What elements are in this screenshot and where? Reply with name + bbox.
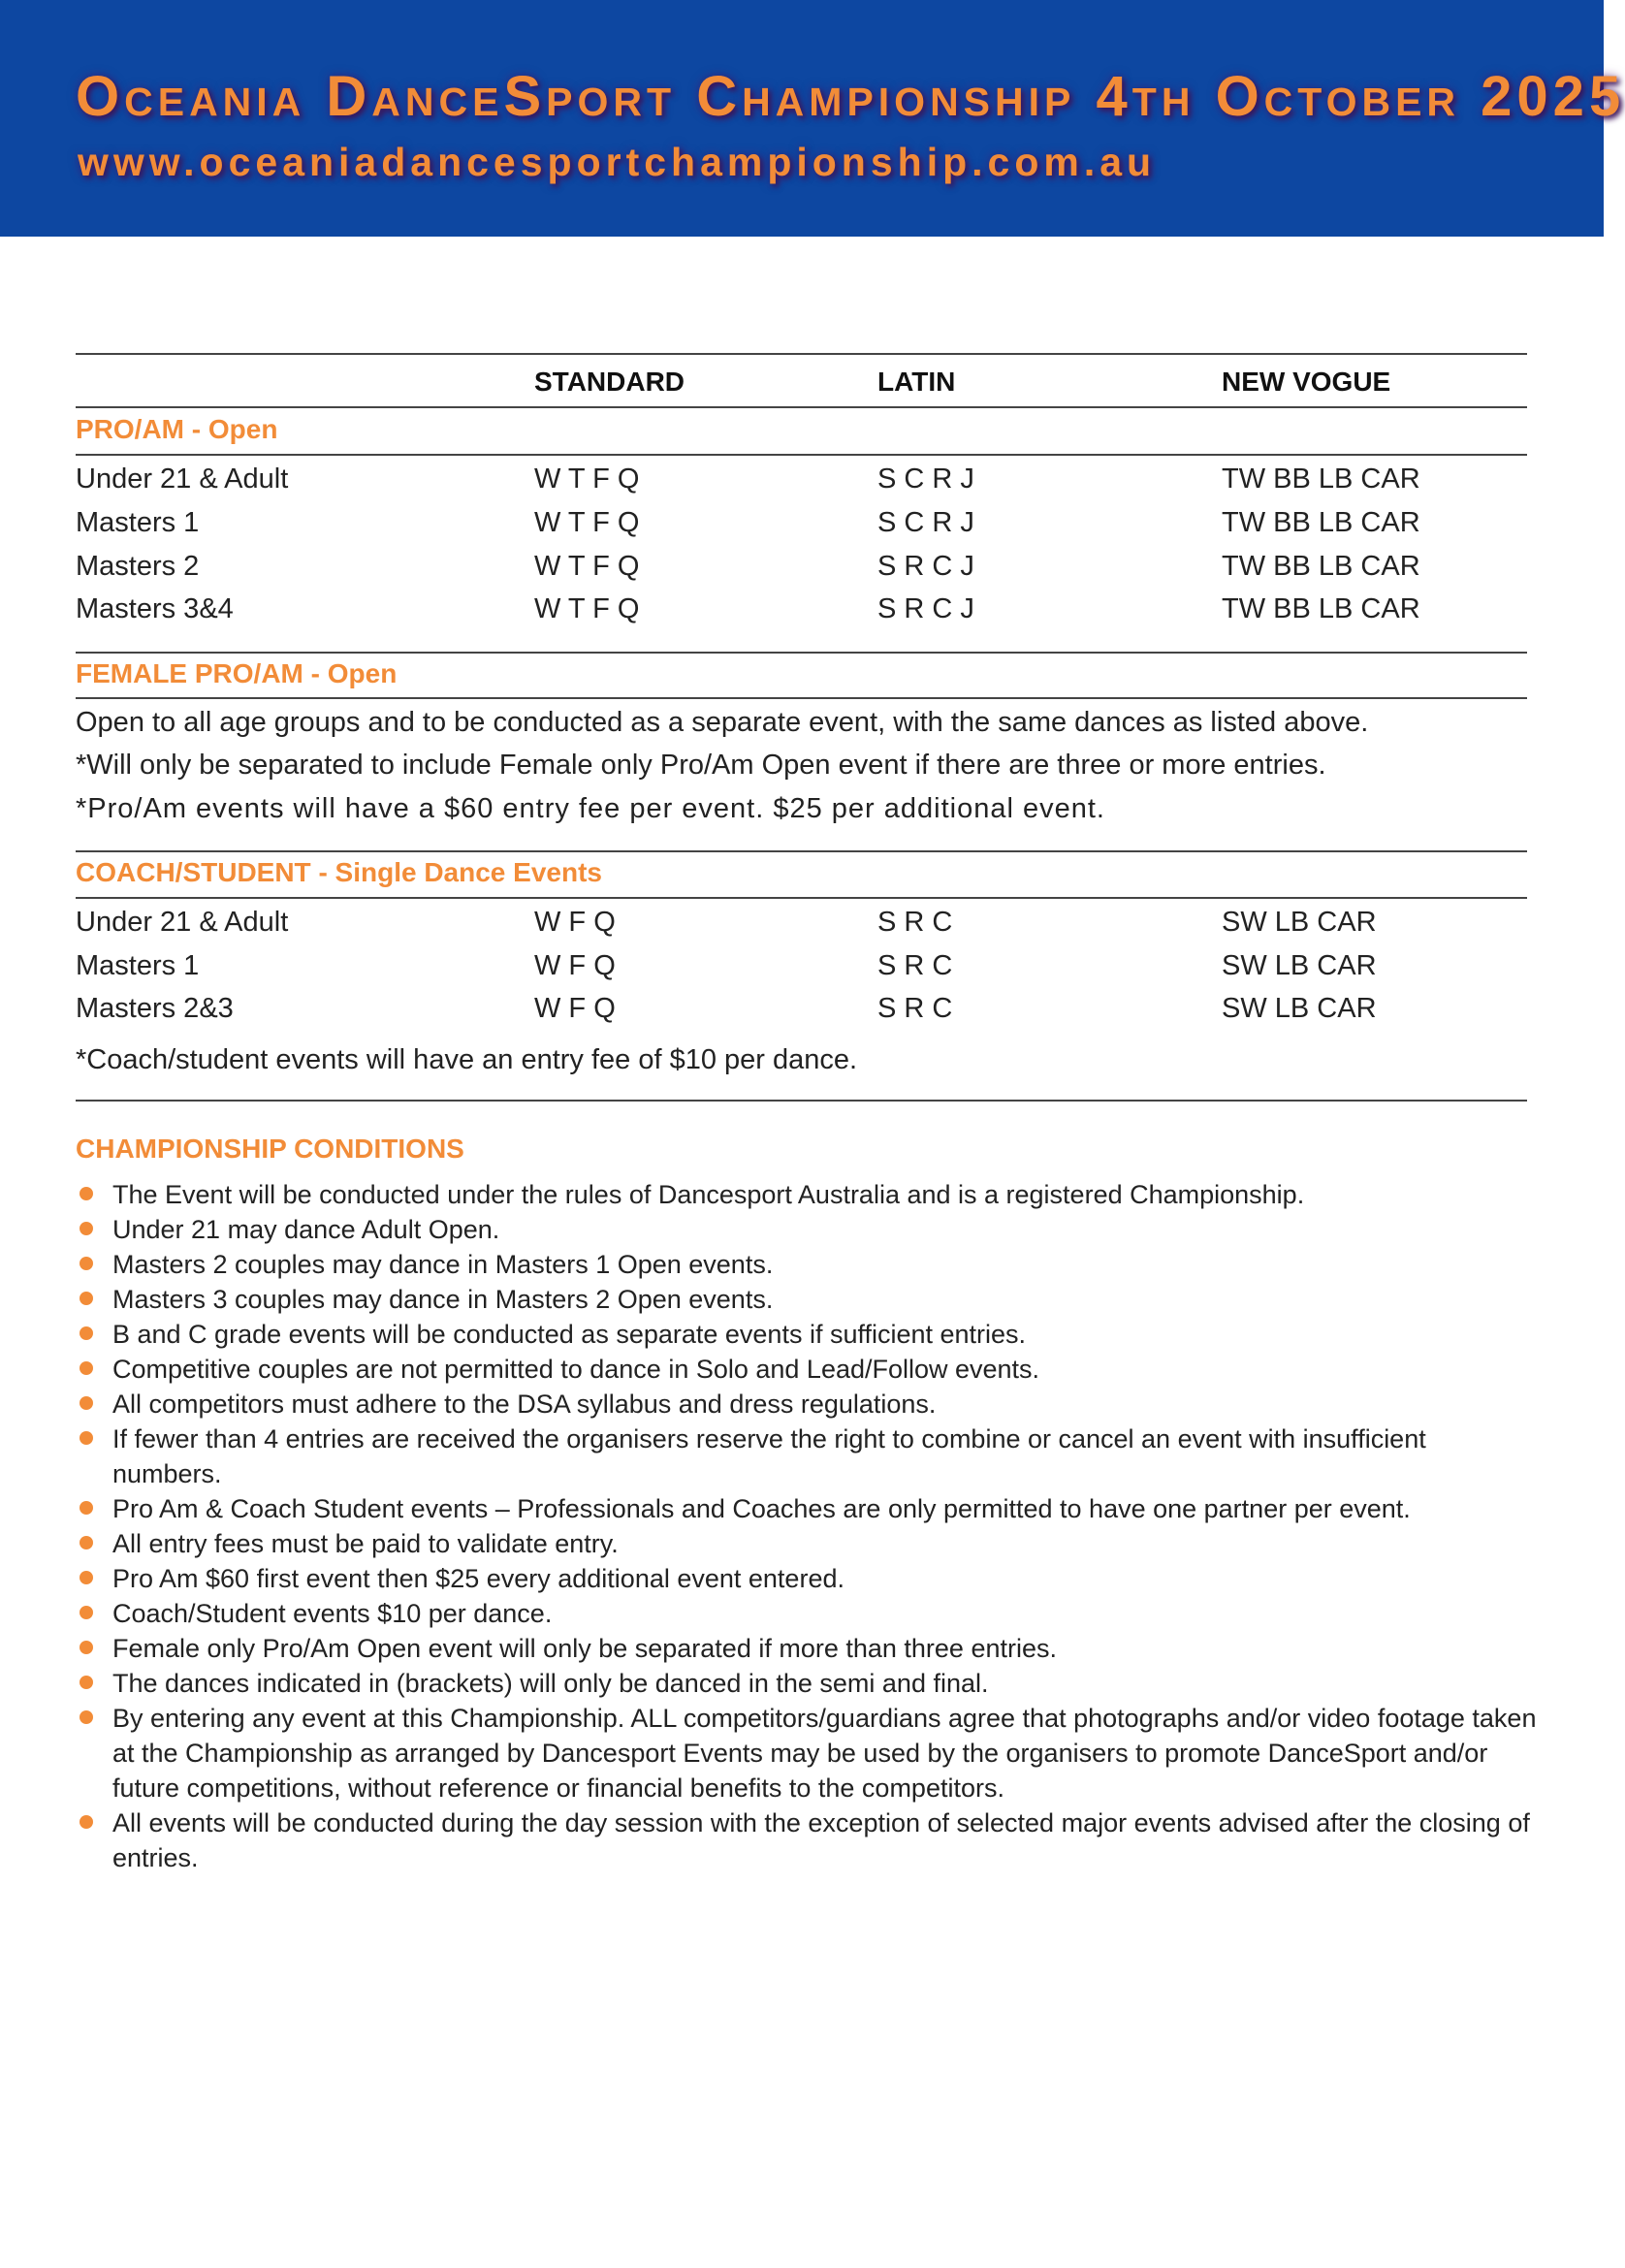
website-url: www.oceaniadancesportchampionship.com.au <box>78 140 1157 184</box>
divider <box>76 353 1527 355</box>
coach-student-fee-note: *Coach/student events will have an entry fee of $10 per dance. <box>76 1044 858 1075</box>
condition-text: The dances indicated in (brackets) will only be danced in the semi and final. <box>112 1669 989 1698</box>
list-item <box>76 1596 1540 1631</box>
row-new-vogue: TW BB LB CAR <box>1222 463 1420 495</box>
list-item <box>76 1212 1540 1247</box>
title-word: October <box>1215 65 1461 128</box>
row-latin: S C R J <box>877 463 974 495</box>
list-item <box>76 1282 1540 1317</box>
bullet-icon <box>80 1710 93 1724</box>
title-year: 2025 <box>1481 65 1625 128</box>
title-word: 4th <box>1096 65 1195 128</box>
conditions-list <box>76 1177 1540 1875</box>
condition-text: All entry fees must be paid to validate entry. <box>112 1529 619 1558</box>
bullet-icon <box>80 1396 93 1410</box>
condition-text: All competitors must adhere to the DSA syllabus and dress regulations. <box>112 1390 937 1419</box>
list-item <box>76 1352 1540 1387</box>
condition-text: Female only Pro/Am Open event will only be separated if more than three entries. <box>112 1634 1057 1663</box>
bullet-icon <box>80 1641 93 1654</box>
bullet-icon <box>80 1292 93 1305</box>
row-latin: S R C <box>877 950 953 981</box>
divider <box>76 897 1527 899</box>
list-item <box>76 1421 1540 1491</box>
row-latin: S R C <box>877 907 953 938</box>
bullet-icon <box>80 1187 93 1200</box>
row-standard: W F Q <box>534 993 616 1024</box>
divider <box>76 850 1527 852</box>
condition-text: The Event will be conducted under the rules of Dancesport Australia and is a registered Championship. <box>112 1180 1305 1209</box>
list-item <box>76 1561 1540 1596</box>
list-item <box>76 1177 1540 1212</box>
note-line: *Will only be separated to include Female only Pro/Am Open event if there are three or more entries. <box>76 750 1326 781</box>
condition-text: By entering any event at this Championship. ALL competitors/guardians agree that photographs and/or video footage taken at the Championship as arranged by Dancesport Events may be used by the organisers to promote DanceSport and/or future competitions, without reference or financial benefits to the competitors. <box>112 1704 1537 1803</box>
condition-text: Masters 2 couples may dance in Masters 1 Open events. <box>112 1250 774 1279</box>
condition-text: Pro Am $60 first event then $25 every additional event entered. <box>112 1564 844 1593</box>
row-new-vogue: SW LB CAR <box>1222 950 1377 981</box>
row-standard: W T F Q <box>534 593 640 624</box>
column-header-latin: LATIN <box>877 367 956 397</box>
divider <box>76 652 1527 654</box>
row-standard: W T F Q <box>534 551 640 582</box>
header-banner <box>0 0 1625 237</box>
condition-text: Coach/Student events $10 per dance. <box>112 1599 553 1628</box>
list-item <box>76 1491 1540 1526</box>
bullet-icon <box>80 1571 93 1584</box>
column-header-new-vogue: NEW VOGUE <box>1222 367 1391 397</box>
list-item <box>76 1247 1540 1282</box>
row-new-vogue: TW BB LB CAR <box>1222 593 1420 624</box>
row-standard: W F Q <box>534 907 616 938</box>
section-heading-female-proam: FEMALE PRO/AM - Open <box>76 658 398 688</box>
list-item <box>76 1317 1540 1352</box>
championship-title <box>76 64 1625 129</box>
bullet-icon <box>80 1431 93 1445</box>
row-standard: W T F Q <box>534 507 640 538</box>
title-word: DanceSport <box>326 65 677 128</box>
row-new-vogue: TW BB LB CAR <box>1222 551 1420 582</box>
bullet-icon <box>80 1606 93 1619</box>
section-heading-conditions: CHAMPIONSHIP CONDITIONS <box>76 1134 464 1164</box>
row-new-vogue: SW LB CAR <box>1222 993 1377 1024</box>
row-group: Masters 1 <box>76 950 200 981</box>
title-word: Championship <box>696 65 1076 128</box>
divider <box>76 454 1527 456</box>
bullet-icon <box>80 1257 93 1270</box>
row-latin: S R C J <box>877 551 974 582</box>
list-item <box>76 1805 1540 1875</box>
bullet-icon <box>80 1676 93 1689</box>
row-latin: S R C <box>877 993 953 1024</box>
row-group: Masters 2 <box>76 551 200 582</box>
bullet-icon <box>80 1536 93 1549</box>
list-item <box>76 1666 1540 1701</box>
condition-text: If fewer than 4 entries are received the organisers reserve the right to combine or cancel an event with insufficient numbers. <box>112 1424 1426 1488</box>
condition-text: All events will be conducted during the day session with the exception of selected major events advised after the closing of entries. <box>112 1808 1530 1872</box>
condition-text: Competitive couples are not permitted to dance in Solo and Lead/Follow events. <box>112 1355 1040 1384</box>
bullet-icon <box>80 1815 93 1829</box>
row-group: Masters 2&3 <box>76 993 234 1024</box>
list-item <box>76 1387 1540 1421</box>
row-standard: W T F Q <box>534 463 640 495</box>
divider <box>76 406 1527 408</box>
column-header-standard: STANDARD <box>534 367 685 397</box>
divider <box>76 1100 1527 1102</box>
bullet-icon <box>80 1501 93 1515</box>
row-new-vogue: TW BB LB CAR <box>1222 507 1420 538</box>
list-item <box>76 1526 1540 1561</box>
row-group: Masters 3&4 <box>76 593 234 624</box>
divider <box>76 697 1527 699</box>
row-latin: S R C J <box>877 593 974 624</box>
list-item <box>76 1701 1540 1805</box>
note-line: Open to all age groups and to be conducted as a separate event, with the same dances as listed above. <box>76 707 1369 738</box>
bullet-icon <box>80 1361 93 1375</box>
condition-text: Under 21 may dance Adult Open. <box>112 1215 500 1244</box>
list-item <box>76 1631 1540 1666</box>
row-group: Under 21 & Adult <box>76 907 289 938</box>
bullet-icon <box>80 1222 93 1235</box>
row-group: Masters 1 <box>76 507 200 538</box>
note-line: *Pro/Am events will have a $60 entry fee per event. $25 per additional event. <box>76 793 1105 824</box>
section-heading-coach-student: COACH/STUDENT - Single Dance Events <box>76 857 602 887</box>
bullet-icon <box>80 1326 93 1340</box>
condition-text: Masters 3 couples may dance in Masters 2 Open events. <box>112 1285 774 1314</box>
row-latin: S C R J <box>877 507 974 538</box>
condition-text: Pro Am & Coach Student events – Professionals and Coaches are only permitted to have one partner per event. <box>112 1494 1411 1523</box>
title-word: Oceania <box>76 65 306 128</box>
row-standard: W F Q <box>534 950 616 981</box>
row-group: Under 21 & Adult <box>76 463 289 495</box>
section-heading-proam: PRO/AM - Open <box>76 414 278 444</box>
condition-text: B and C grade events will be conducted as separate events if sufficient entries. <box>112 1320 1027 1349</box>
row-new-vogue: SW LB CAR <box>1222 907 1377 938</box>
